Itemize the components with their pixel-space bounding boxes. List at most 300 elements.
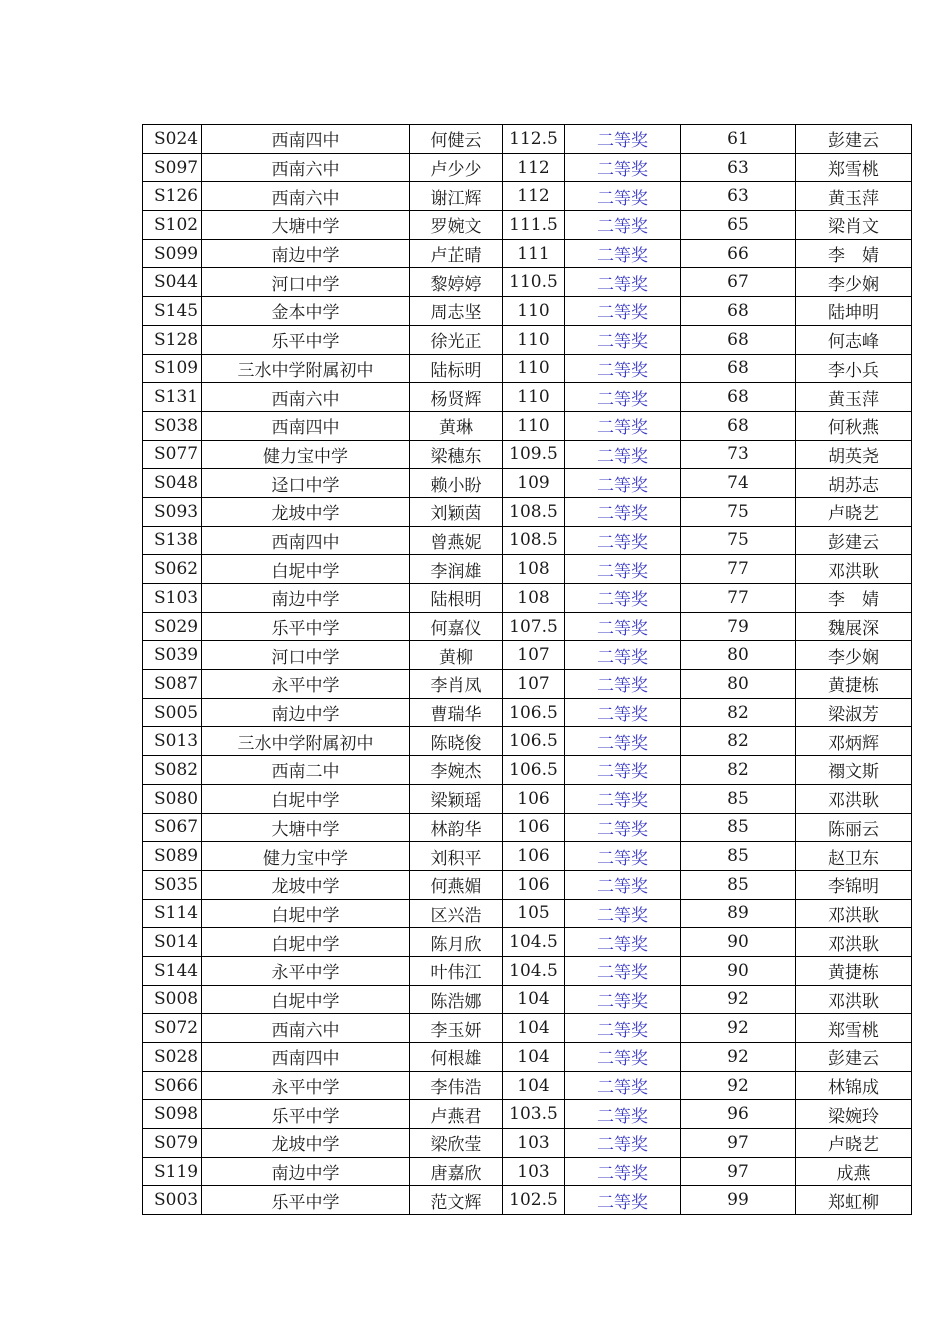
- student-id-cell: S005: [143, 698, 202, 727]
- rank-cell: 80: [681, 670, 796, 699]
- award-cell: 二等奖: [565, 584, 681, 613]
- school-cell: 河口中学: [202, 641, 410, 670]
- table-row: [143, 182, 912, 211]
- award-cell: 二等奖: [565, 411, 681, 440]
- table-row: [143, 555, 912, 584]
- student-name-cell: 刘颖茵: [410, 497, 503, 526]
- table-row: [143, 928, 912, 957]
- student-name-cell: 范文辉: [410, 1186, 503, 1215]
- table-row: [143, 784, 912, 813]
- student-name-cell: 黎婷婷: [410, 268, 503, 297]
- teacher-cell: 黄玉萍: [796, 182, 912, 211]
- award-cell: 二等奖: [565, 928, 681, 957]
- table-row: [143, 756, 912, 785]
- school-cell: 健力宝中学: [202, 440, 410, 469]
- score-cell: 106: [503, 870, 565, 899]
- student-name-cell: 陈晓俊: [410, 727, 503, 756]
- score-cell: 106.5: [503, 756, 565, 785]
- student-id-cell: S048: [143, 469, 202, 498]
- school-cell: 南边中学: [202, 584, 410, 613]
- teacher-cell: 李少娴: [796, 641, 912, 670]
- teacher-cell: 林锦成: [796, 1071, 912, 1100]
- school-cell: 乐平中学: [202, 1100, 410, 1129]
- teacher-cell: 卢晓艺: [796, 497, 912, 526]
- score-cell: 106: [503, 784, 565, 813]
- table-row: [143, 727, 912, 756]
- student-name-cell: 徐光正: [410, 325, 503, 354]
- school-cell: 健力宝中学: [202, 842, 410, 871]
- table-row: [143, 1129, 912, 1158]
- teacher-cell: 李少娴: [796, 268, 912, 297]
- school-cell: 龙坡中学: [202, 1129, 410, 1158]
- table-row: [143, 1014, 912, 1043]
- school-cell: 西南六中: [202, 182, 410, 211]
- rank-cell: 97: [681, 1157, 796, 1186]
- school-cell: 乐平中学: [202, 1186, 410, 1215]
- table-row: [143, 383, 912, 412]
- school-cell: 龙坡中学: [202, 870, 410, 899]
- award-cell: 二等奖: [565, 813, 681, 842]
- student-name-cell: 罗婉文: [410, 211, 503, 240]
- teacher-cell: 黄捷栋: [796, 670, 912, 699]
- student-name-cell: 卢少少: [410, 153, 503, 182]
- student-name-cell: 陆根明: [410, 584, 503, 613]
- student-name-cell: 曾燕妮: [410, 526, 503, 555]
- score-cell: 112: [503, 182, 565, 211]
- student-name-cell: 李婉杰: [410, 756, 503, 785]
- award-cell: 二等奖: [565, 784, 681, 813]
- student-name-cell: 陈月欣: [410, 928, 503, 957]
- school-cell: 西南四中: [202, 526, 410, 555]
- award-cell: 二等奖: [565, 325, 681, 354]
- school-cell: 大塘中学: [202, 813, 410, 842]
- rank-cell: 63: [681, 182, 796, 211]
- student-id-cell: S093: [143, 497, 202, 526]
- award-cell: 二等奖: [565, 297, 681, 326]
- student-name-cell: 卢燕君: [410, 1100, 503, 1129]
- rank-cell: 67: [681, 268, 796, 297]
- award-cell: 二等奖: [565, 1129, 681, 1158]
- teacher-cell: 魏展深: [796, 612, 912, 641]
- rank-cell: 63: [681, 153, 796, 182]
- rank-cell: 73: [681, 440, 796, 469]
- student-id-cell: S072: [143, 1014, 202, 1043]
- school-cell: 迳口中学: [202, 469, 410, 498]
- teacher-cell: 邓洪耿: [796, 784, 912, 813]
- score-cell: 108.5: [503, 497, 565, 526]
- award-cell: 二等奖: [565, 727, 681, 756]
- school-cell: 西南四中: [202, 125, 410, 154]
- student-id-cell: S044: [143, 268, 202, 297]
- student-name-cell: 陆标明: [410, 354, 503, 383]
- score-cell: 108.5: [503, 526, 565, 555]
- score-cell: 110: [503, 383, 565, 412]
- rank-cell: 82: [681, 727, 796, 756]
- table-row: [143, 1157, 912, 1186]
- award-cell: 二等奖: [565, 383, 681, 412]
- school-cell: 永平中学: [202, 956, 410, 985]
- award-cell: 二等奖: [565, 842, 681, 871]
- school-cell: 白坭中学: [202, 555, 410, 584]
- student-id-cell: S028: [143, 1043, 202, 1072]
- award-cell: 二等奖: [565, 239, 681, 268]
- student-id-cell: S013: [143, 727, 202, 756]
- award-cell: 二等奖: [565, 899, 681, 928]
- score-cell: 106.5: [503, 727, 565, 756]
- teacher-cell: 胡苏志: [796, 469, 912, 498]
- score-cell: 107.5: [503, 612, 565, 641]
- student-name-cell: 谢江辉: [410, 182, 503, 211]
- table-row: [143, 325, 912, 354]
- school-cell: 龙坡中学: [202, 497, 410, 526]
- student-name-cell: 黄琳: [410, 411, 503, 440]
- table-row: [143, 268, 912, 297]
- school-cell: 南边中学: [202, 698, 410, 727]
- score-cell: 102.5: [503, 1186, 565, 1215]
- rank-cell: 85: [681, 784, 796, 813]
- student-name-cell: 区兴浩: [410, 899, 503, 928]
- award-cell: 二等奖: [565, 870, 681, 899]
- award-cell: 二等奖: [565, 555, 681, 584]
- student-name-cell: 曹瑞华: [410, 698, 503, 727]
- award-cell: 二等奖: [565, 985, 681, 1014]
- score-cell: 110: [503, 411, 565, 440]
- rank-cell: 96: [681, 1100, 796, 1129]
- award-cell: 二等奖: [565, 956, 681, 985]
- award-cell: 二等奖: [565, 211, 681, 240]
- teacher-cell: 邓洪耿: [796, 899, 912, 928]
- rank-cell: 74: [681, 469, 796, 498]
- school-cell: 白坭中学: [202, 928, 410, 957]
- school-cell: 西南六中: [202, 383, 410, 412]
- rank-cell: 92: [681, 1043, 796, 1072]
- award-cell: 二等奖: [565, 354, 681, 383]
- score-cell: 107: [503, 670, 565, 699]
- student-id-cell: S109: [143, 354, 202, 383]
- score-cell: 110.5: [503, 268, 565, 297]
- school-cell: 三水中学附属初中: [202, 354, 410, 383]
- table-row: [143, 641, 912, 670]
- teacher-cell: 李小兵: [796, 354, 912, 383]
- score-cell: 110: [503, 325, 565, 354]
- student-id-cell: S077: [143, 440, 202, 469]
- student-name-cell: 林韵华: [410, 813, 503, 842]
- student-id-cell: S144: [143, 956, 202, 985]
- award-cell: 二等奖: [565, 1157, 681, 1186]
- rank-cell: 92: [681, 1014, 796, 1043]
- score-cell: 106: [503, 813, 565, 842]
- school-cell: 大塘中学: [202, 211, 410, 240]
- table-row: [143, 1071, 912, 1100]
- student-name-cell: 李肖凤: [410, 670, 503, 699]
- student-id-cell: S089: [143, 842, 202, 871]
- student-name-cell: 叶伟江: [410, 956, 503, 985]
- table-row: [143, 813, 912, 842]
- school-cell: 白坭中学: [202, 985, 410, 1014]
- student-id-cell: S097: [143, 153, 202, 182]
- student-name-cell: 黄柳: [410, 641, 503, 670]
- student-id-cell: S099: [143, 239, 202, 268]
- rank-cell: 85: [681, 813, 796, 842]
- table-row: [143, 698, 912, 727]
- table-row: [143, 239, 912, 268]
- rank-cell: 68: [681, 325, 796, 354]
- table-row: [143, 125, 912, 154]
- student-name-cell: 梁穗东: [410, 440, 503, 469]
- score-cell: 108: [503, 555, 565, 584]
- student-name-cell: 刘积平: [410, 842, 503, 871]
- score-cell: 106.5: [503, 698, 565, 727]
- score-cell: 103: [503, 1129, 565, 1158]
- teacher-cell: 邓洪耿: [796, 985, 912, 1014]
- student-id-cell: S024: [143, 125, 202, 154]
- student-name-cell: 李玉妍: [410, 1014, 503, 1043]
- teacher-cell: 陆坤明: [796, 297, 912, 326]
- score-cell: 104.5: [503, 928, 565, 957]
- table-row: [143, 956, 912, 985]
- award-cell: 二等奖: [565, 1100, 681, 1129]
- student-id-cell: S128: [143, 325, 202, 354]
- score-cell: 110: [503, 297, 565, 326]
- award-cell: 二等奖: [565, 670, 681, 699]
- school-cell: 乐平中学: [202, 325, 410, 354]
- rank-cell: 75: [681, 526, 796, 555]
- school-cell: 西南四中: [202, 411, 410, 440]
- student-id-cell: S114: [143, 899, 202, 928]
- score-cell: 111.5: [503, 211, 565, 240]
- teacher-cell: 邓炳辉: [796, 727, 912, 756]
- student-name-cell: 赖小盼: [410, 469, 503, 498]
- student-id-cell: S029: [143, 612, 202, 641]
- award-cell: 二等奖: [565, 526, 681, 555]
- rank-cell: 66: [681, 239, 796, 268]
- rank-cell: 90: [681, 928, 796, 957]
- student-id-cell: S103: [143, 584, 202, 613]
- table-row: [143, 497, 912, 526]
- table-row: [143, 469, 912, 498]
- teacher-cell: 卢晓艺: [796, 1129, 912, 1158]
- table-row: [143, 670, 912, 699]
- award-cell: 二等奖: [565, 1071, 681, 1100]
- teacher-cell: 郑虹柳: [796, 1186, 912, 1215]
- rank-cell: 68: [681, 354, 796, 383]
- score-cell: 106: [503, 842, 565, 871]
- table-row: [143, 612, 912, 641]
- table-row: [143, 526, 912, 555]
- teacher-cell: 李 婧: [796, 584, 912, 613]
- score-cell: 104: [503, 1071, 565, 1100]
- table-row: [143, 211, 912, 240]
- rank-cell: 75: [681, 497, 796, 526]
- score-cell: 104: [503, 1043, 565, 1072]
- rank-cell: 61: [681, 125, 796, 154]
- score-cell: 111: [503, 239, 565, 268]
- table-row: [143, 584, 912, 613]
- teacher-cell: 梁淑芳: [796, 698, 912, 727]
- score-cell: 107: [503, 641, 565, 670]
- student-id-cell: S014: [143, 928, 202, 957]
- teacher-cell: 邓洪耿: [796, 928, 912, 957]
- school-cell: 乐平中学: [202, 612, 410, 641]
- rank-cell: 68: [681, 383, 796, 412]
- award-cell: 二等奖: [565, 268, 681, 297]
- student-id-cell: S079: [143, 1129, 202, 1158]
- teacher-cell: 何志峰: [796, 325, 912, 354]
- student-name-cell: 梁颖瑶: [410, 784, 503, 813]
- student-name-cell: 梁欣莹: [410, 1129, 503, 1158]
- student-name-cell: 何燕媚: [410, 870, 503, 899]
- score-cell: 108: [503, 584, 565, 613]
- table-row: [143, 411, 912, 440]
- student-id-cell: S102: [143, 211, 202, 240]
- student-id-cell: S145: [143, 297, 202, 326]
- student-id-cell: S035: [143, 870, 202, 899]
- student-id-cell: S003: [143, 1186, 202, 1215]
- school-cell: 南边中学: [202, 239, 410, 268]
- award-cell: 二等奖: [565, 497, 681, 526]
- rank-cell: 80: [681, 641, 796, 670]
- student-id-cell: S119: [143, 1157, 202, 1186]
- score-cell: 103: [503, 1157, 565, 1186]
- student-id-cell: S126: [143, 182, 202, 211]
- award-table-body: [143, 125, 912, 1215]
- rank-cell: 68: [681, 411, 796, 440]
- student-name-cell: 何健云: [410, 125, 503, 154]
- student-name-cell: 何嘉仪: [410, 612, 503, 641]
- table-row: [143, 354, 912, 383]
- teacher-cell: 赵卫东: [796, 842, 912, 871]
- teacher-cell: 黄玉萍: [796, 383, 912, 412]
- rank-cell: 90: [681, 956, 796, 985]
- award-cell: 二等奖: [565, 1186, 681, 1215]
- school-cell: 河口中学: [202, 268, 410, 297]
- teacher-cell: 彭建云: [796, 125, 912, 154]
- teacher-cell: 梁婉玲: [796, 1100, 912, 1129]
- student-id-cell: S039: [143, 641, 202, 670]
- school-cell: 西南六中: [202, 1014, 410, 1043]
- rank-cell: 65: [681, 211, 796, 240]
- score-cell: 105: [503, 899, 565, 928]
- student-id-cell: S087: [143, 670, 202, 699]
- student-id-cell: S067: [143, 813, 202, 842]
- table-row: [143, 1100, 912, 1129]
- student-id-cell: S098: [143, 1100, 202, 1129]
- school-cell: 西南六中: [202, 153, 410, 182]
- rank-cell: 92: [681, 1071, 796, 1100]
- score-cell: 104: [503, 985, 565, 1014]
- student-id-cell: S138: [143, 526, 202, 555]
- student-id-cell: S038: [143, 411, 202, 440]
- school-cell: 金本中学: [202, 297, 410, 326]
- rank-cell: 85: [681, 870, 796, 899]
- score-cell: 112.5: [503, 125, 565, 154]
- award-table: [142, 124, 912, 1215]
- student-name-cell: 何根雄: [410, 1043, 503, 1072]
- teacher-cell: 郑雪桃: [796, 153, 912, 182]
- student-id-cell: S066: [143, 1071, 202, 1100]
- award-cell: 二等奖: [565, 698, 681, 727]
- teacher-cell: 胡英尧: [796, 440, 912, 469]
- table-row: [143, 1043, 912, 1072]
- table-row: [143, 153, 912, 182]
- table-row: [143, 440, 912, 469]
- score-cell: 110: [503, 354, 565, 383]
- teacher-cell: 何秋燕: [796, 411, 912, 440]
- score-cell: 109.5: [503, 440, 565, 469]
- award-cell: 二等奖: [565, 440, 681, 469]
- teacher-cell: 彭建云: [796, 1043, 912, 1072]
- student-name-cell: 李伟浩: [410, 1071, 503, 1100]
- teacher-cell: 李 婧: [796, 239, 912, 268]
- teacher-cell: 陈丽云: [796, 813, 912, 842]
- rank-cell: 68: [681, 297, 796, 326]
- student-id-cell: S082: [143, 756, 202, 785]
- school-cell: 永平中学: [202, 1071, 410, 1100]
- teacher-cell: 梁肖文: [796, 211, 912, 240]
- student-id-cell: S062: [143, 555, 202, 584]
- award-cell: 二等奖: [565, 182, 681, 211]
- teacher-cell: 郑雪桃: [796, 1014, 912, 1043]
- teacher-cell: 成燕: [796, 1157, 912, 1186]
- school-cell: 白坭中学: [202, 784, 410, 813]
- student-id-cell: S131: [143, 383, 202, 412]
- student-name-cell: 李润雄: [410, 555, 503, 584]
- score-cell: 103.5: [503, 1100, 565, 1129]
- teacher-cell: 黄捷栋: [796, 956, 912, 985]
- school-cell: 西南二中: [202, 756, 410, 785]
- school-cell: 白坭中学: [202, 899, 410, 928]
- table-row: [143, 842, 912, 871]
- school-cell: 永平中学: [202, 670, 410, 699]
- teacher-cell: 彭建云: [796, 526, 912, 555]
- table-row: [143, 899, 912, 928]
- award-cell: 二等奖: [565, 612, 681, 641]
- score-cell: 112: [503, 153, 565, 182]
- student-name-cell: 杨贤辉: [410, 383, 503, 412]
- student-name-cell: 陈浩娜: [410, 985, 503, 1014]
- rank-cell: 92: [681, 985, 796, 1014]
- award-cell: 二等奖: [565, 153, 681, 182]
- student-id-cell: S008: [143, 985, 202, 1014]
- award-cell: 二等奖: [565, 1014, 681, 1043]
- table-row: [143, 1186, 912, 1215]
- table-row: [143, 985, 912, 1014]
- rank-cell: 97: [681, 1129, 796, 1158]
- rank-cell: 89: [681, 899, 796, 928]
- rank-cell: 82: [681, 698, 796, 727]
- student-name-cell: 周志坚: [410, 297, 503, 326]
- award-cell: 二等奖: [565, 641, 681, 670]
- rank-cell: 79: [681, 612, 796, 641]
- award-cell: 二等奖: [565, 1043, 681, 1072]
- rank-cell: 85: [681, 842, 796, 871]
- student-name-cell: 唐嘉欣: [410, 1157, 503, 1186]
- school-cell: 西南四中: [202, 1043, 410, 1072]
- rank-cell: 99: [681, 1186, 796, 1215]
- award-cell: 二等奖: [565, 125, 681, 154]
- teacher-cell: 禤文斯: [796, 756, 912, 785]
- award-cell: 二等奖: [565, 756, 681, 785]
- rank-cell: 82: [681, 756, 796, 785]
- student-id-cell: S080: [143, 784, 202, 813]
- table-row: [143, 870, 912, 899]
- score-cell: 104.5: [503, 956, 565, 985]
- school-cell: 三水中学附属初中: [202, 727, 410, 756]
- rank-cell: 77: [681, 555, 796, 584]
- score-cell: 104: [503, 1014, 565, 1043]
- rank-cell: 77: [681, 584, 796, 613]
- table-row: [143, 297, 912, 326]
